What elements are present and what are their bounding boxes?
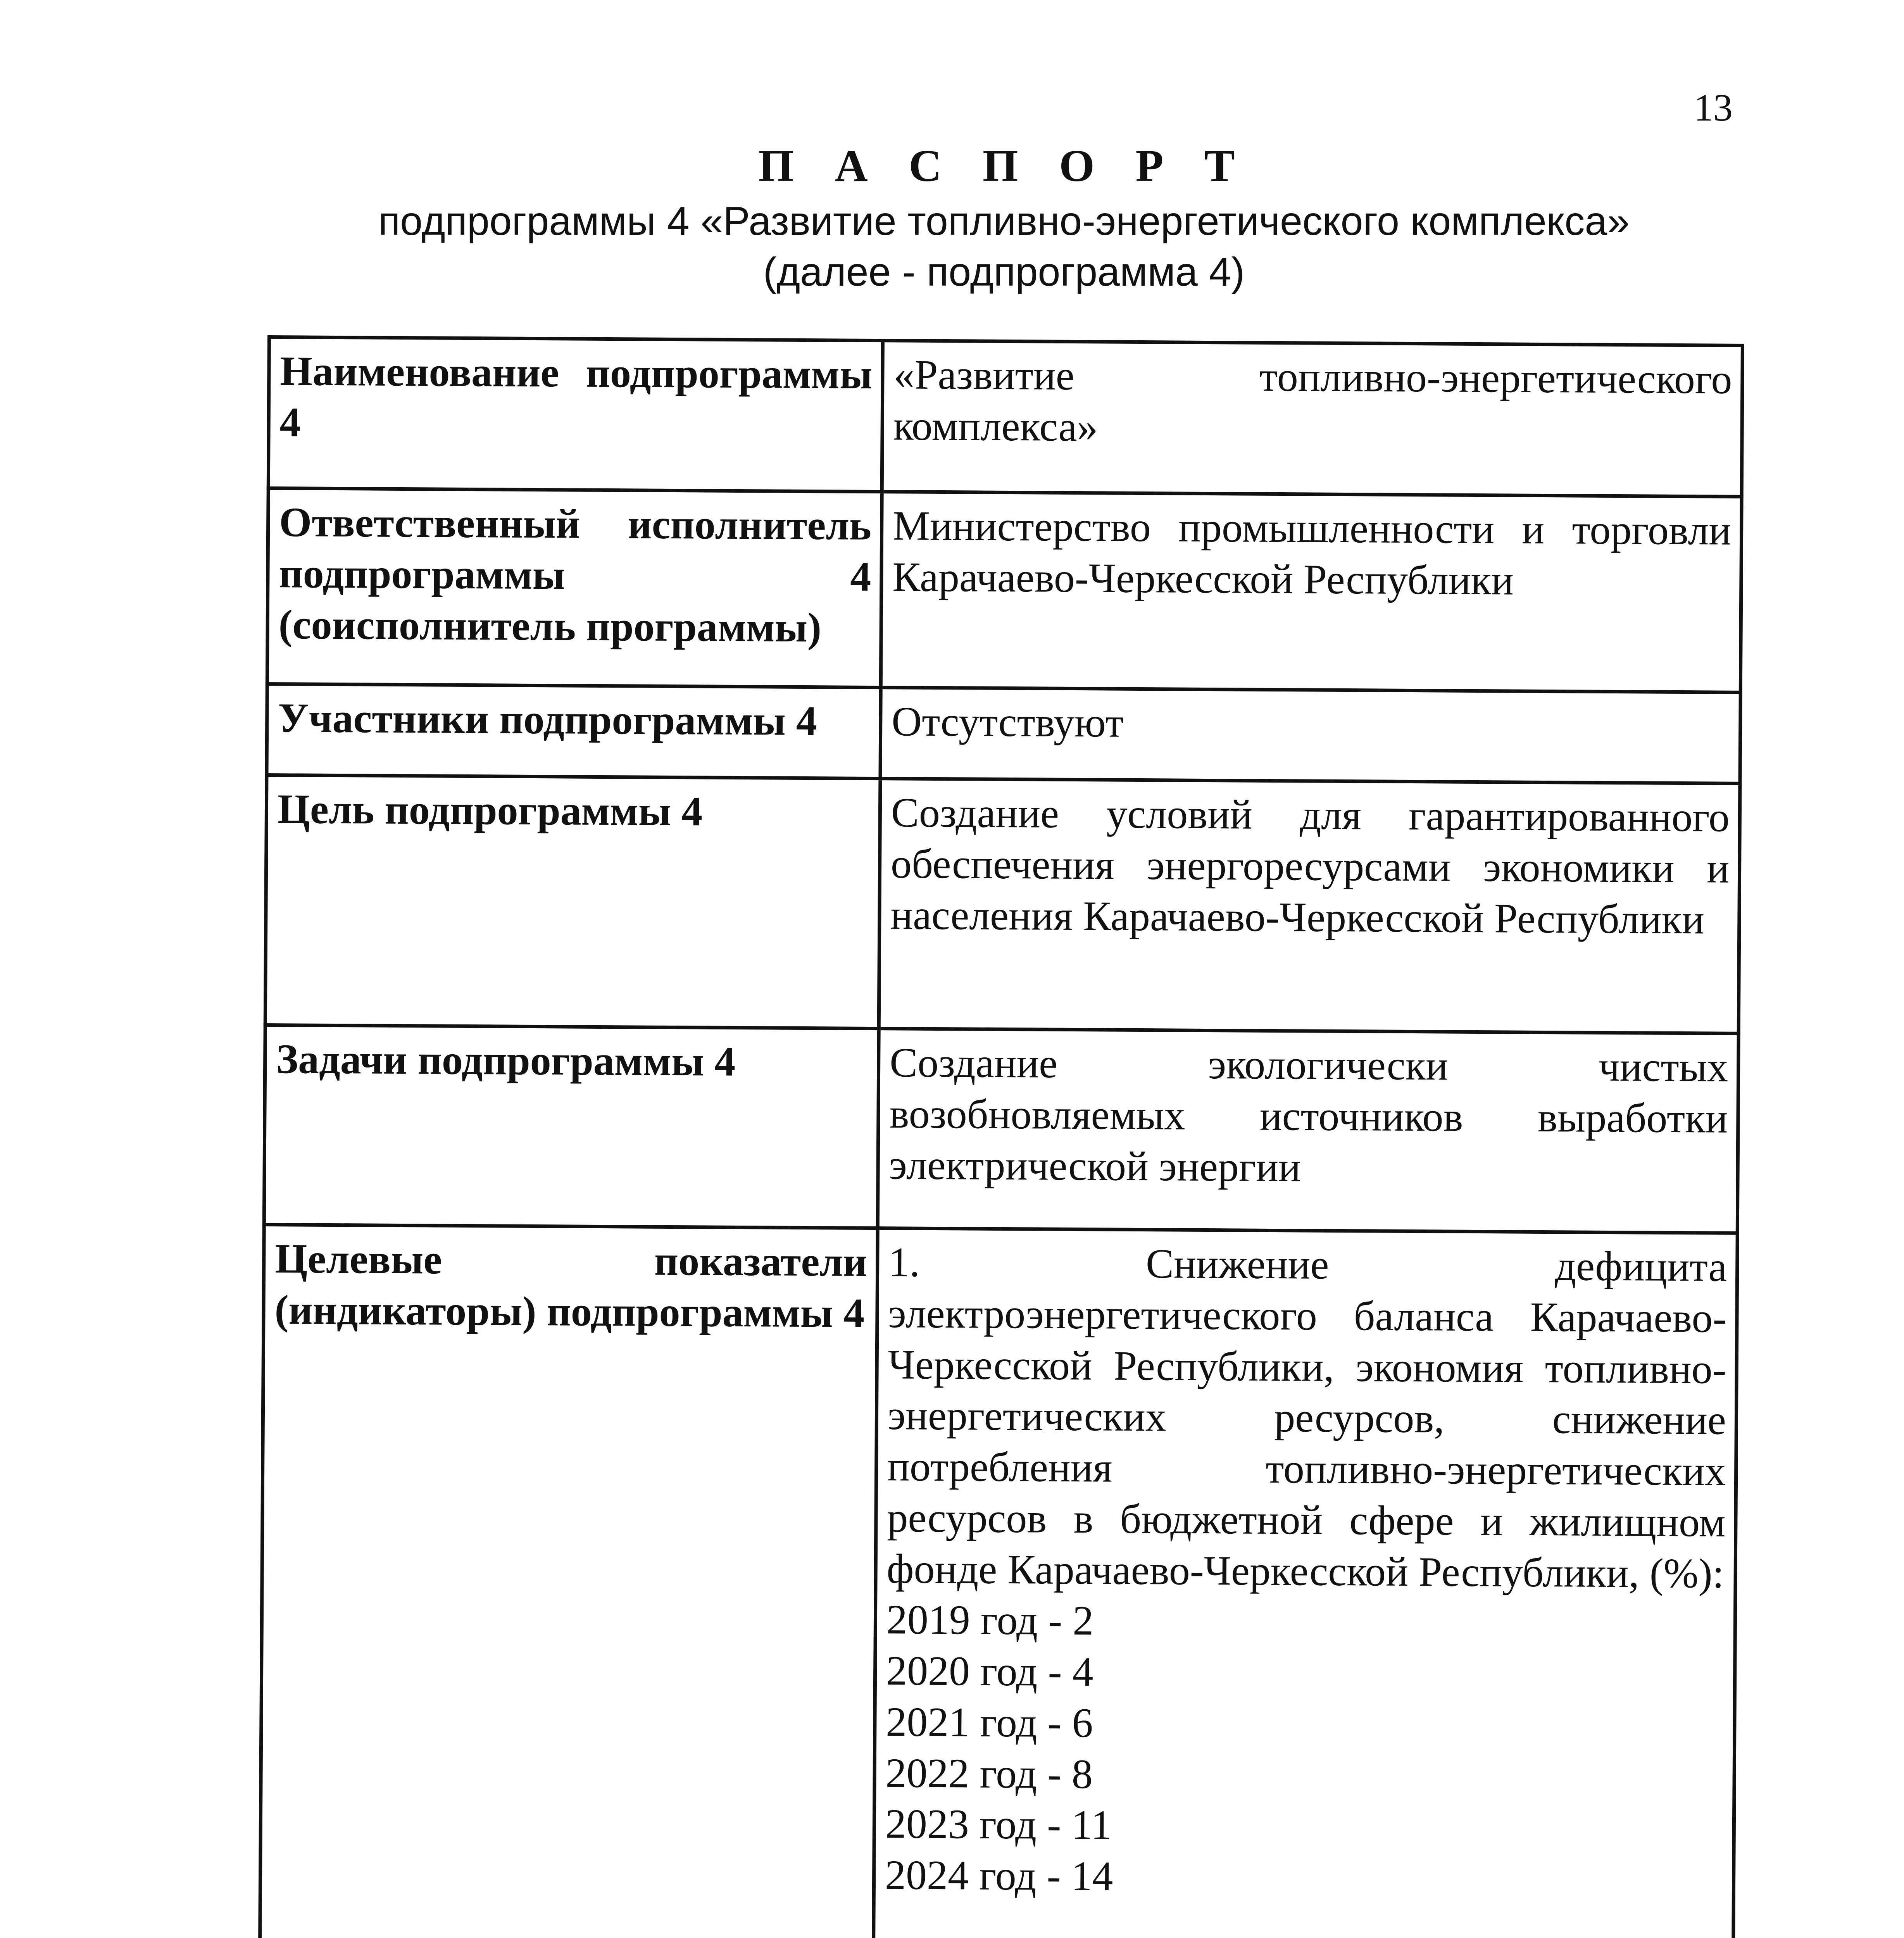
table-row-goal <box>265 775 1740 1034</box>
page-number: 13 <box>1694 86 1733 129</box>
table-row-indicators <box>260 1224 1737 1938</box>
indicator-year: 2022 год - 8 <box>885 1750 1093 1797</box>
row-value: «Развитие топливно-энергетического комплекса» <box>882 341 1742 497</box>
indicator-year: 2023 год - 11 <box>885 1801 1112 1848</box>
passport-table <box>255 335 1744 1938</box>
subtitle-line-2: (далее - подпрограмма 4) <box>763 249 1245 295</box>
document-header <box>233 140 1775 298</box>
row-label: Ответственный исполнитель подпрограммы 4 (соисполнитель программы) <box>267 488 882 688</box>
document-subtitle <box>233 196 1775 298</box>
row-label: Наименование подпрограммы 4 <box>268 337 883 492</box>
indicator-description: 1. Снижение дефицита электроэнергетического баланса Карачаево-Черкесской Республики, экономия топливно-энергетических ресурсов, снижение потребления топливно-энергетических ресурсов в бюджетной сфере и жилищном фонде Карачаево-Черкесской Республики, (%): <box>886 1239 1727 1597</box>
row-label: Целевые показатели (индикаторы) подпрограммы 4 <box>260 1224 878 1938</box>
row-value <box>873 1228 1737 1938</box>
table-row-name <box>268 337 1742 497</box>
table-row-executor <box>267 488 1742 693</box>
row-value: Создание экологически чистых возобновляемых источников выработки электрической энергии <box>878 1029 1738 1233</box>
indicator-year: 2019 год - 2 <box>886 1597 1094 1644</box>
row-value: Отсутствуют <box>880 688 1740 784</box>
row-label: Цель подпрограммы 4 <box>265 775 880 1029</box>
indicator-year: 2020 год - 4 <box>886 1648 1093 1695</box>
row-value: Создание условий для гарантированного обеспечения энергоресурсами экономики и населения Карачаево-Черкесской Республики <box>879 779 1740 1034</box>
table-row-participants <box>267 684 1740 784</box>
subtitle-line-1: подпрограммы 4 «Развитие топливно-энергетического комплекса» <box>378 198 1630 244</box>
row-label: Участники подпрограммы 4 <box>267 684 881 779</box>
indicator-year: 2024 год - 14 <box>885 1852 1113 1900</box>
table-row-tasks <box>264 1025 1738 1233</box>
document-title: П А С П О Р Т <box>758 140 1250 191</box>
row-label: Задачи подпрограммы 4 <box>264 1025 879 1228</box>
indicator-year: 2021 год - 6 <box>886 1698 1093 1747</box>
row-value: Министерство промышленности и торговли Карачаево-Черкесской Республики <box>881 492 1742 693</box>
